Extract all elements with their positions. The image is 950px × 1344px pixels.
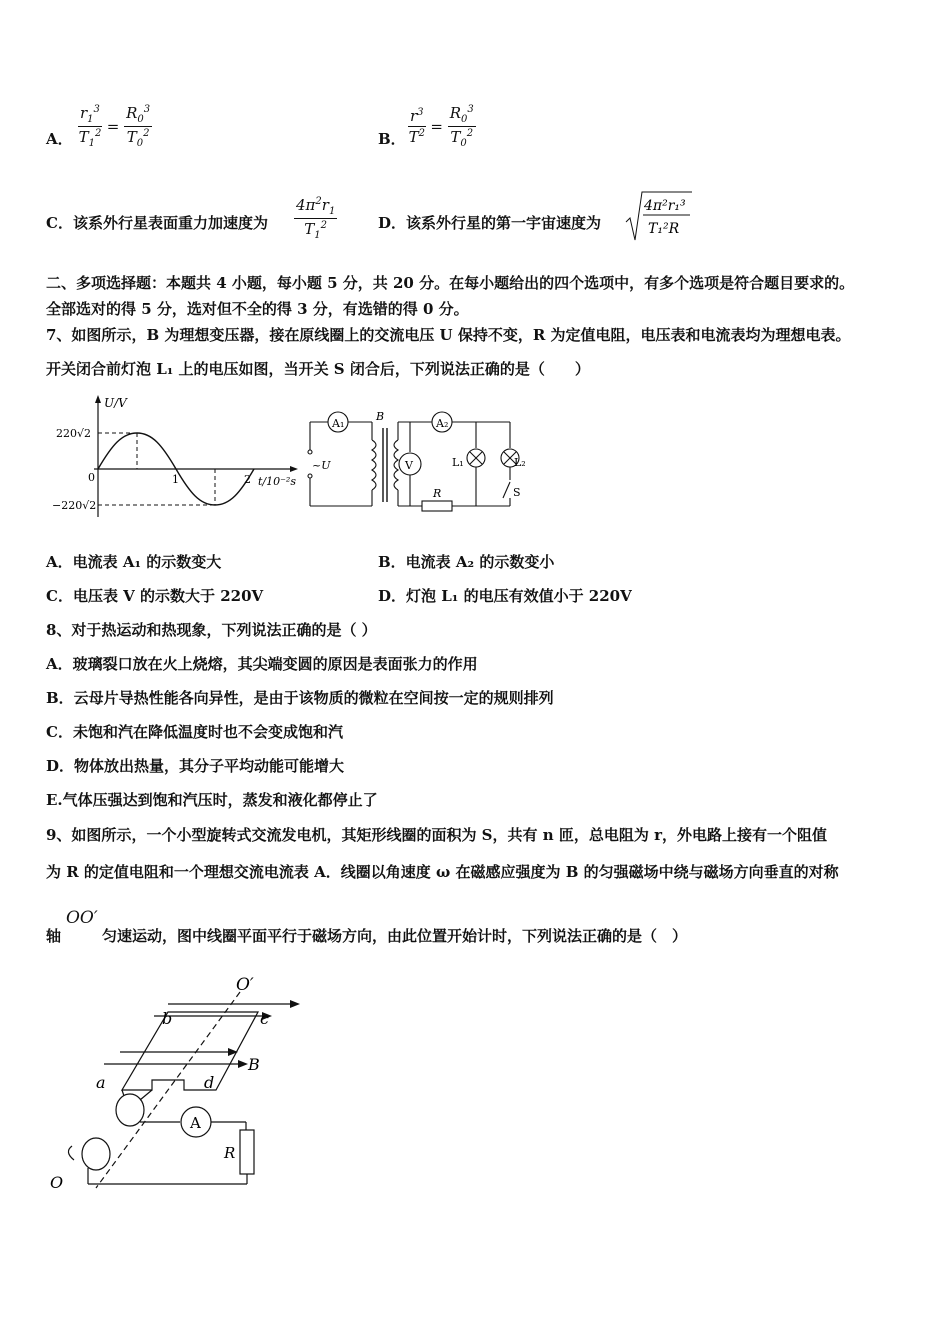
ymax-label: 220√2 xyxy=(56,427,92,440)
slip-ring-lower xyxy=(82,1138,110,1170)
a-corner-label: a xyxy=(96,1073,106,1092)
b-label: B xyxy=(376,410,385,423)
q8-option-a: A．玻璃裂口放在火上烧熔，其尖端变圆的原因是表面张力的作用 xyxy=(46,655,478,673)
q9-generator-diagram xyxy=(44,970,314,1196)
arrow-top xyxy=(290,1000,300,1008)
b-corner-label: b xyxy=(162,1009,173,1028)
q7-voltage-graph xyxy=(48,393,300,521)
q8-stem: 8、对于热运动和热现象，下列说法正确的是（ ） xyxy=(46,621,377,639)
section2-line1: 二、多项选择题：本题共 4 小题，每小题 5 分，共 20 分。在每小题给出的四个选项中，有多个选项是符合题目要求的。 xyxy=(46,274,855,292)
resistor-r xyxy=(422,501,452,511)
d-corner-label: d xyxy=(204,1073,215,1092)
x-axis-arrow xyxy=(290,466,298,472)
q7-option-d: D．灯泡 L₁ 的电压有效值小于 220V xyxy=(378,587,632,605)
switch-s xyxy=(503,482,510,498)
q6-option-c-text: C．该系外行星表面重力加速度为 xyxy=(46,214,268,232)
q6-option-d-text: D．该系外行星的第一宇宙速度为 xyxy=(378,214,602,232)
resistor-r xyxy=(240,1130,254,1174)
q6-option-b-formula: $\frac{r^3}{T^2}$ = $\frac{R_0^3}{T_0^2}$ xyxy=(408,104,474,149)
q7-circuit-diagram xyxy=(304,406,526,516)
v-label: V xyxy=(405,459,413,472)
u-label: ~U xyxy=(312,459,331,472)
rotation-arrow xyxy=(68,1146,74,1160)
a2-label: A₂ xyxy=(436,417,449,430)
y-axis-label: U/V xyxy=(104,396,127,410)
r-label: R xyxy=(433,487,442,500)
secondary-coil xyxy=(394,440,398,490)
c-corner-label: c xyxy=(260,1009,269,1028)
q8-option-e: E.气体压强达到饱和汽压时，蒸发和液化都停止了 xyxy=(46,791,378,809)
ymin-label: −220√2 xyxy=(52,499,97,512)
q9-axis-label: OO′ xyxy=(66,908,98,928)
q9-stem-line1: 9、如图所示，一个小型旋转式交流发电机，其矩形线圈的面积为 S，共有 n 匝，总电阻为 r，外电路上接有一个阻值 xyxy=(46,826,827,844)
l2-label: L₂ xyxy=(514,456,526,469)
section2-line2: 全部选对的得 5 分，选对但不全的得 3 分，有选错的得 0 分。 xyxy=(46,300,469,318)
resistor-label: R xyxy=(224,1144,236,1162)
q8-option-d: D．物体放出热量，其分子平均动能可能增大 xyxy=(46,757,345,775)
field-b-label: B xyxy=(248,1055,260,1074)
origin-label: 0 xyxy=(88,471,95,484)
q6-option-d-formula xyxy=(624,188,694,248)
svg-text:T₁²R: T₁²R xyxy=(648,221,680,237)
q7-stem-line1: 7、如图所示，B 为理想变压器，接在原线圈上的交流电压 U 保持不变，R 为定值电阻，电压表和电流表均为理想电表。 xyxy=(46,326,851,344)
y-axis-arrow xyxy=(95,395,101,403)
q6-option-b-label: B． xyxy=(378,130,406,148)
tick-2-label: 2 xyxy=(244,473,251,486)
q6-option-a-formula: $\frac{r_1^3}{T_1^2}$ = $\frac{R_0^3}{T_0^2}$ xyxy=(78,104,151,149)
q7-option-c: C．电压表 V 的示数大于 220V xyxy=(46,587,264,605)
a1-label: A₁ xyxy=(332,417,345,430)
q7-option-b: B．电流表 A₂ 的示数变小 xyxy=(378,553,555,571)
coil-loop xyxy=(122,1012,258,1090)
slip-ring-upper xyxy=(116,1094,144,1126)
primary-coil xyxy=(372,440,376,490)
q6-option-c-formula: $\frac{4\pi^2r_1}{T_1^2}$ xyxy=(296,196,336,241)
q6-option-a-label: A． xyxy=(46,130,73,148)
ammeter-label: A xyxy=(190,1114,201,1132)
q9-stem-line3-post: 匀速运动，图中线圈平面平行于磁场方向，由此位置开始计时，下列说法正确的是（ ） xyxy=(102,927,688,945)
q8-option-c: C．未饱和汽在降低温度时也不会变成饱和汽 xyxy=(46,723,343,741)
q8-option-b: B．云母片导热性能各向异性，是由于该物质的微粒在空间按一定的规则排列 xyxy=(46,689,554,707)
arrow-3 xyxy=(228,1048,238,1056)
q9-stem-line2: 为 R 的定值电阻和一个理想交流电流表 A．线圈以角速度 ω 在磁感应强度为 B 的匀强磁场中绕与磁场方向垂直的对称 xyxy=(46,863,839,881)
s-label: S xyxy=(513,486,521,499)
arrow-b xyxy=(238,1060,248,1068)
x-axis-label: t/10⁻²s xyxy=(258,475,296,488)
tick-1-label: 1 xyxy=(172,473,179,486)
q7-option-a: A．电流表 A₁ 的示数变大 xyxy=(46,553,222,571)
svg-text:4π²r₁³: 4π²r₁³ xyxy=(644,198,686,214)
l1-label: L₁ xyxy=(452,456,464,469)
q7-stem-line2: 开关闭合前灯泡 L₁ 上的电压如图，当开关 S 闭合后，下列说法正确的是（ ） xyxy=(46,360,590,378)
q9-stem-line3-pre: 轴 xyxy=(46,927,62,945)
o-label: O xyxy=(50,1173,64,1192)
o-prime-label: O′ xyxy=(236,975,254,995)
